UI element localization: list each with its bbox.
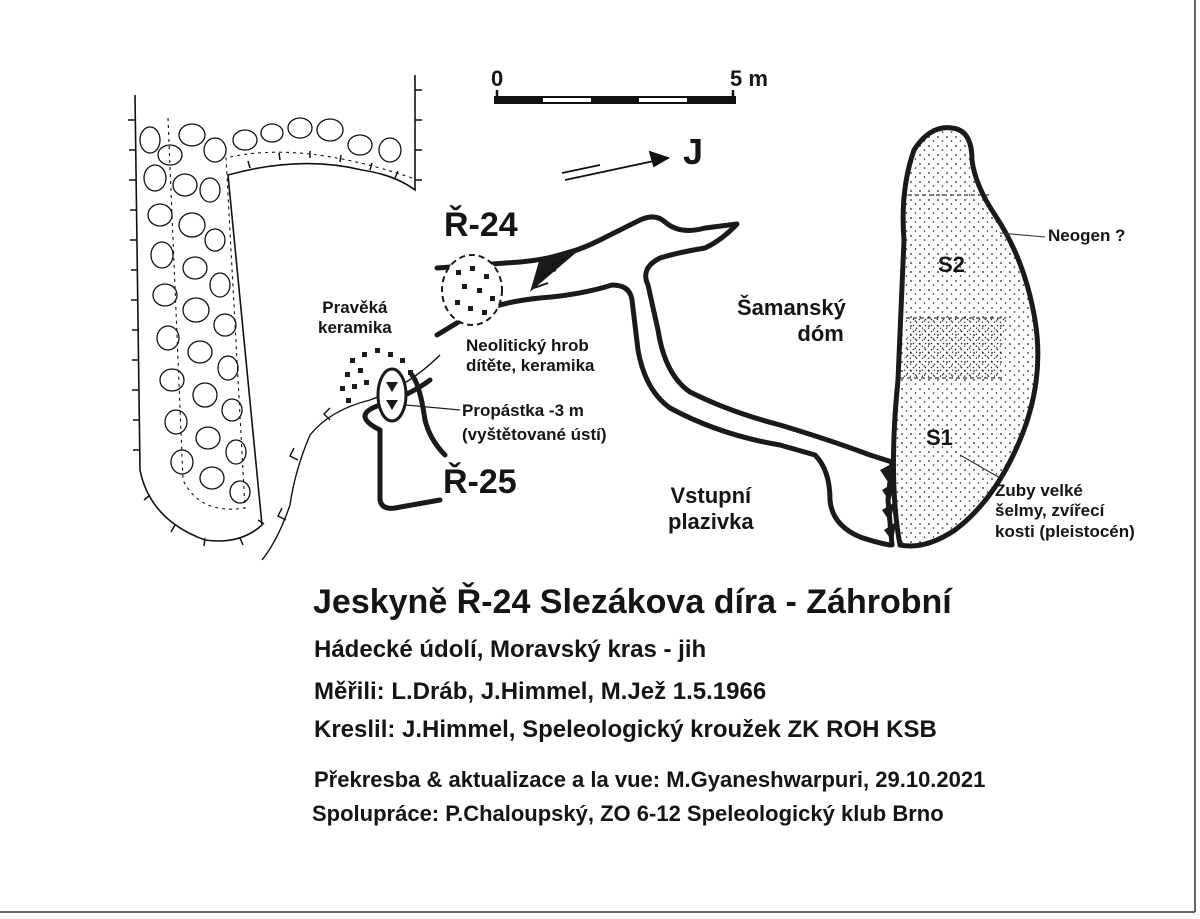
- map-region: Hádecké údolí, Moravský kras - jih: [314, 636, 707, 663]
- scale-bar: [495, 90, 735, 104]
- propastka-label-line1: Propástka -3 m: [462, 401, 584, 420]
- zuby-label-line3: kosti (pleistocén): [995, 521, 1135, 541]
- praveka-label: [318, 298, 392, 339]
- direction-label: J: [683, 131, 704, 172]
- neolithic-grave: [442, 255, 502, 325]
- vstupni-label-line1: Vstupní: [670, 483, 752, 508]
- zuby-label-line1: Zuby velké: [995, 481, 1083, 500]
- entrance-r24-label: Ř-24: [444, 206, 518, 244]
- map-redrawn: Překresba & aktualizace a la vue: M.Gyaneshwarpuri, 29.10.2021: [314, 767, 986, 792]
- s1-label: S1: [926, 425, 953, 450]
- direction-arrow: [562, 152, 668, 180]
- vstupni-label: [668, 483, 754, 536]
- map-drawn: Kreslil: J.Himmel, Speleologický kroužek ZK ROH KSB: [314, 716, 937, 743]
- samansky-label: [737, 295, 846, 348]
- neolit-label: [466, 336, 595, 377]
- samansky-label-line1: Šamanský: [737, 295, 846, 320]
- praveka-label-line2: keramika: [318, 318, 392, 338]
- neogen-label: Neogen ?: [1048, 226, 1126, 245]
- s2-label: S2: [938, 252, 965, 277]
- propastka-label: [462, 401, 607, 446]
- neolit-label-line1: Neolitický hrob: [466, 336, 589, 355]
- scale-end-label: 5 m: [730, 66, 768, 91]
- map-title: Jeskyně Ř-24 Slezákova díra - Záhrobní: [313, 583, 952, 621]
- zuby-label-line2: šelmy, zvířecí: [995, 501, 1105, 521]
- vstupni-label-line2: plazivka: [668, 509, 754, 535]
- propastka-label-line2: (vyštětované ústí): [462, 425, 607, 445]
- praveka-label-line1: Pravěká: [322, 298, 388, 317]
- neolit-label-line2: dítěte, keramika: [466, 356, 595, 376]
- surface-path: [262, 355, 440, 560]
- entrance-r25-label: Ř-25: [443, 463, 517, 501]
- propastka-shaft: [378, 369, 406, 421]
- map-surveyed: Měřili: L.Dráb, J.Himmel, M.Jež 1.5.1966: [314, 678, 767, 705]
- zuby-label: [995, 481, 1135, 542]
- map-cooperation: Spolupráce: P.Chaloupský, ZO 6-12 Speleologický klub Brno: [312, 801, 944, 826]
- scale-start-label: 0: [491, 66, 504, 91]
- samansky-label-line2: dóm: [797, 321, 844, 347]
